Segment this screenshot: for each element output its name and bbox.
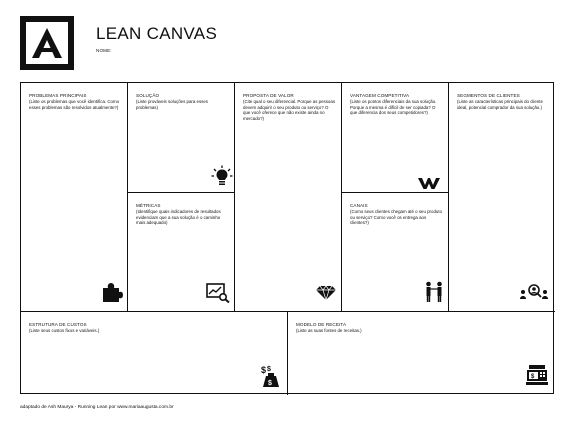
block-channels-description: (Como seus clientes chegam até o seu produto ou serviço? Como você os entrega aos clientes?) (350, 209, 443, 226)
block-segments-title: SEGMENTOS DE CLIENTES (457, 93, 520, 98)
block-value-description: (Cite qual o seu diferencial. Porque as pessoas devem adquirir o seu produto ou serviço? O que você oferece que não existe ainda no mercado?) (243, 99, 336, 122)
block-problems-description: (Liste os problemas que você identifica. Como esses problemas são resolvidos atualmente?) (29, 99, 120, 110)
svg-text:$: $ (267, 366, 271, 373)
block-problems-title: PROBLEMAS PRINCIPAIS (29, 93, 87, 98)
block-advantage-title: VANTAGEM COMPETITIVA (350, 93, 410, 98)
svg-text:$: $ (531, 374, 535, 380)
cash-register-icon (526, 364, 548, 386)
block-problems (21, 83, 128, 312)
block-revenue-title: MODELO DE RECEITA (296, 322, 347, 327)
block-metrics (128, 193, 235, 312)
footer-credit: adaptado de Ash Maurya - Running Lean por www.mariaaugusta.com.br (20, 405, 174, 410)
svg-text:$: $ (268, 380, 272, 387)
svg-text:$: $ (261, 365, 267, 375)
block-revenue-description: (Liste as suas fontes de receitas.) (296, 328, 362, 333)
block-cost-structure (21, 312, 288, 395)
puzzle-piece-icon (101, 281, 123, 303)
block-revenue-model (288, 312, 555, 395)
block-value-proposition (235, 83, 342, 312)
block-costs-description: (Liste seus custos fixos e variáveis.) (29, 328, 100, 333)
block-segments-description: (Liste as características principais do cliente ideal, potencial comprador da sua solução.) (457, 99, 543, 110)
page-title: LEAN CANVAS (96, 24, 218, 43)
block-channels-title: CANAIS (350, 203, 368, 208)
logo (20, 16, 74, 70)
logo-inner (26, 22, 68, 64)
block-solution (128, 83, 235, 193)
logo-letter-icon (26, 22, 68, 64)
lightbulb-icon (211, 165, 233, 187)
diamond-icon (315, 285, 337, 301)
block-metrics-description: (Identifique quais indicadores de resultados evidenciam que a sua solução é o caminho mais adequado) (136, 209, 221, 226)
name-field-label: NOME: (96, 48, 112, 53)
people-search-icon (519, 283, 549, 301)
two-people-icon (424, 281, 444, 303)
money-bag-icon (261, 364, 281, 388)
block-customer-segments (449, 83, 555, 312)
block-competitive-advantage (342, 83, 449, 193)
block-value-title: PROPOSTA DE VALOR (243, 93, 294, 98)
block-metrics-title: MÉTRICAS (136, 203, 161, 208)
w-logo-icon (417, 176, 441, 190)
block-solution-title: SOLUÇÃO (136, 93, 160, 98)
block-channels (342, 193, 449, 312)
block-solution-description: (Liste prováveis soluções para esses problemas) (136, 99, 208, 110)
lean-canvas-grid (20, 82, 554, 394)
block-advantage-description: (Liste os pontos diferenciais da sua solução. Porque a mesma é difícil de ser copiada? O que diferencia dos seus competidores?) (350, 99, 437, 116)
chart-magnifier-icon (206, 283, 230, 303)
block-costs-title: ESTRUTURA DE CUSTOS (29, 322, 87, 327)
